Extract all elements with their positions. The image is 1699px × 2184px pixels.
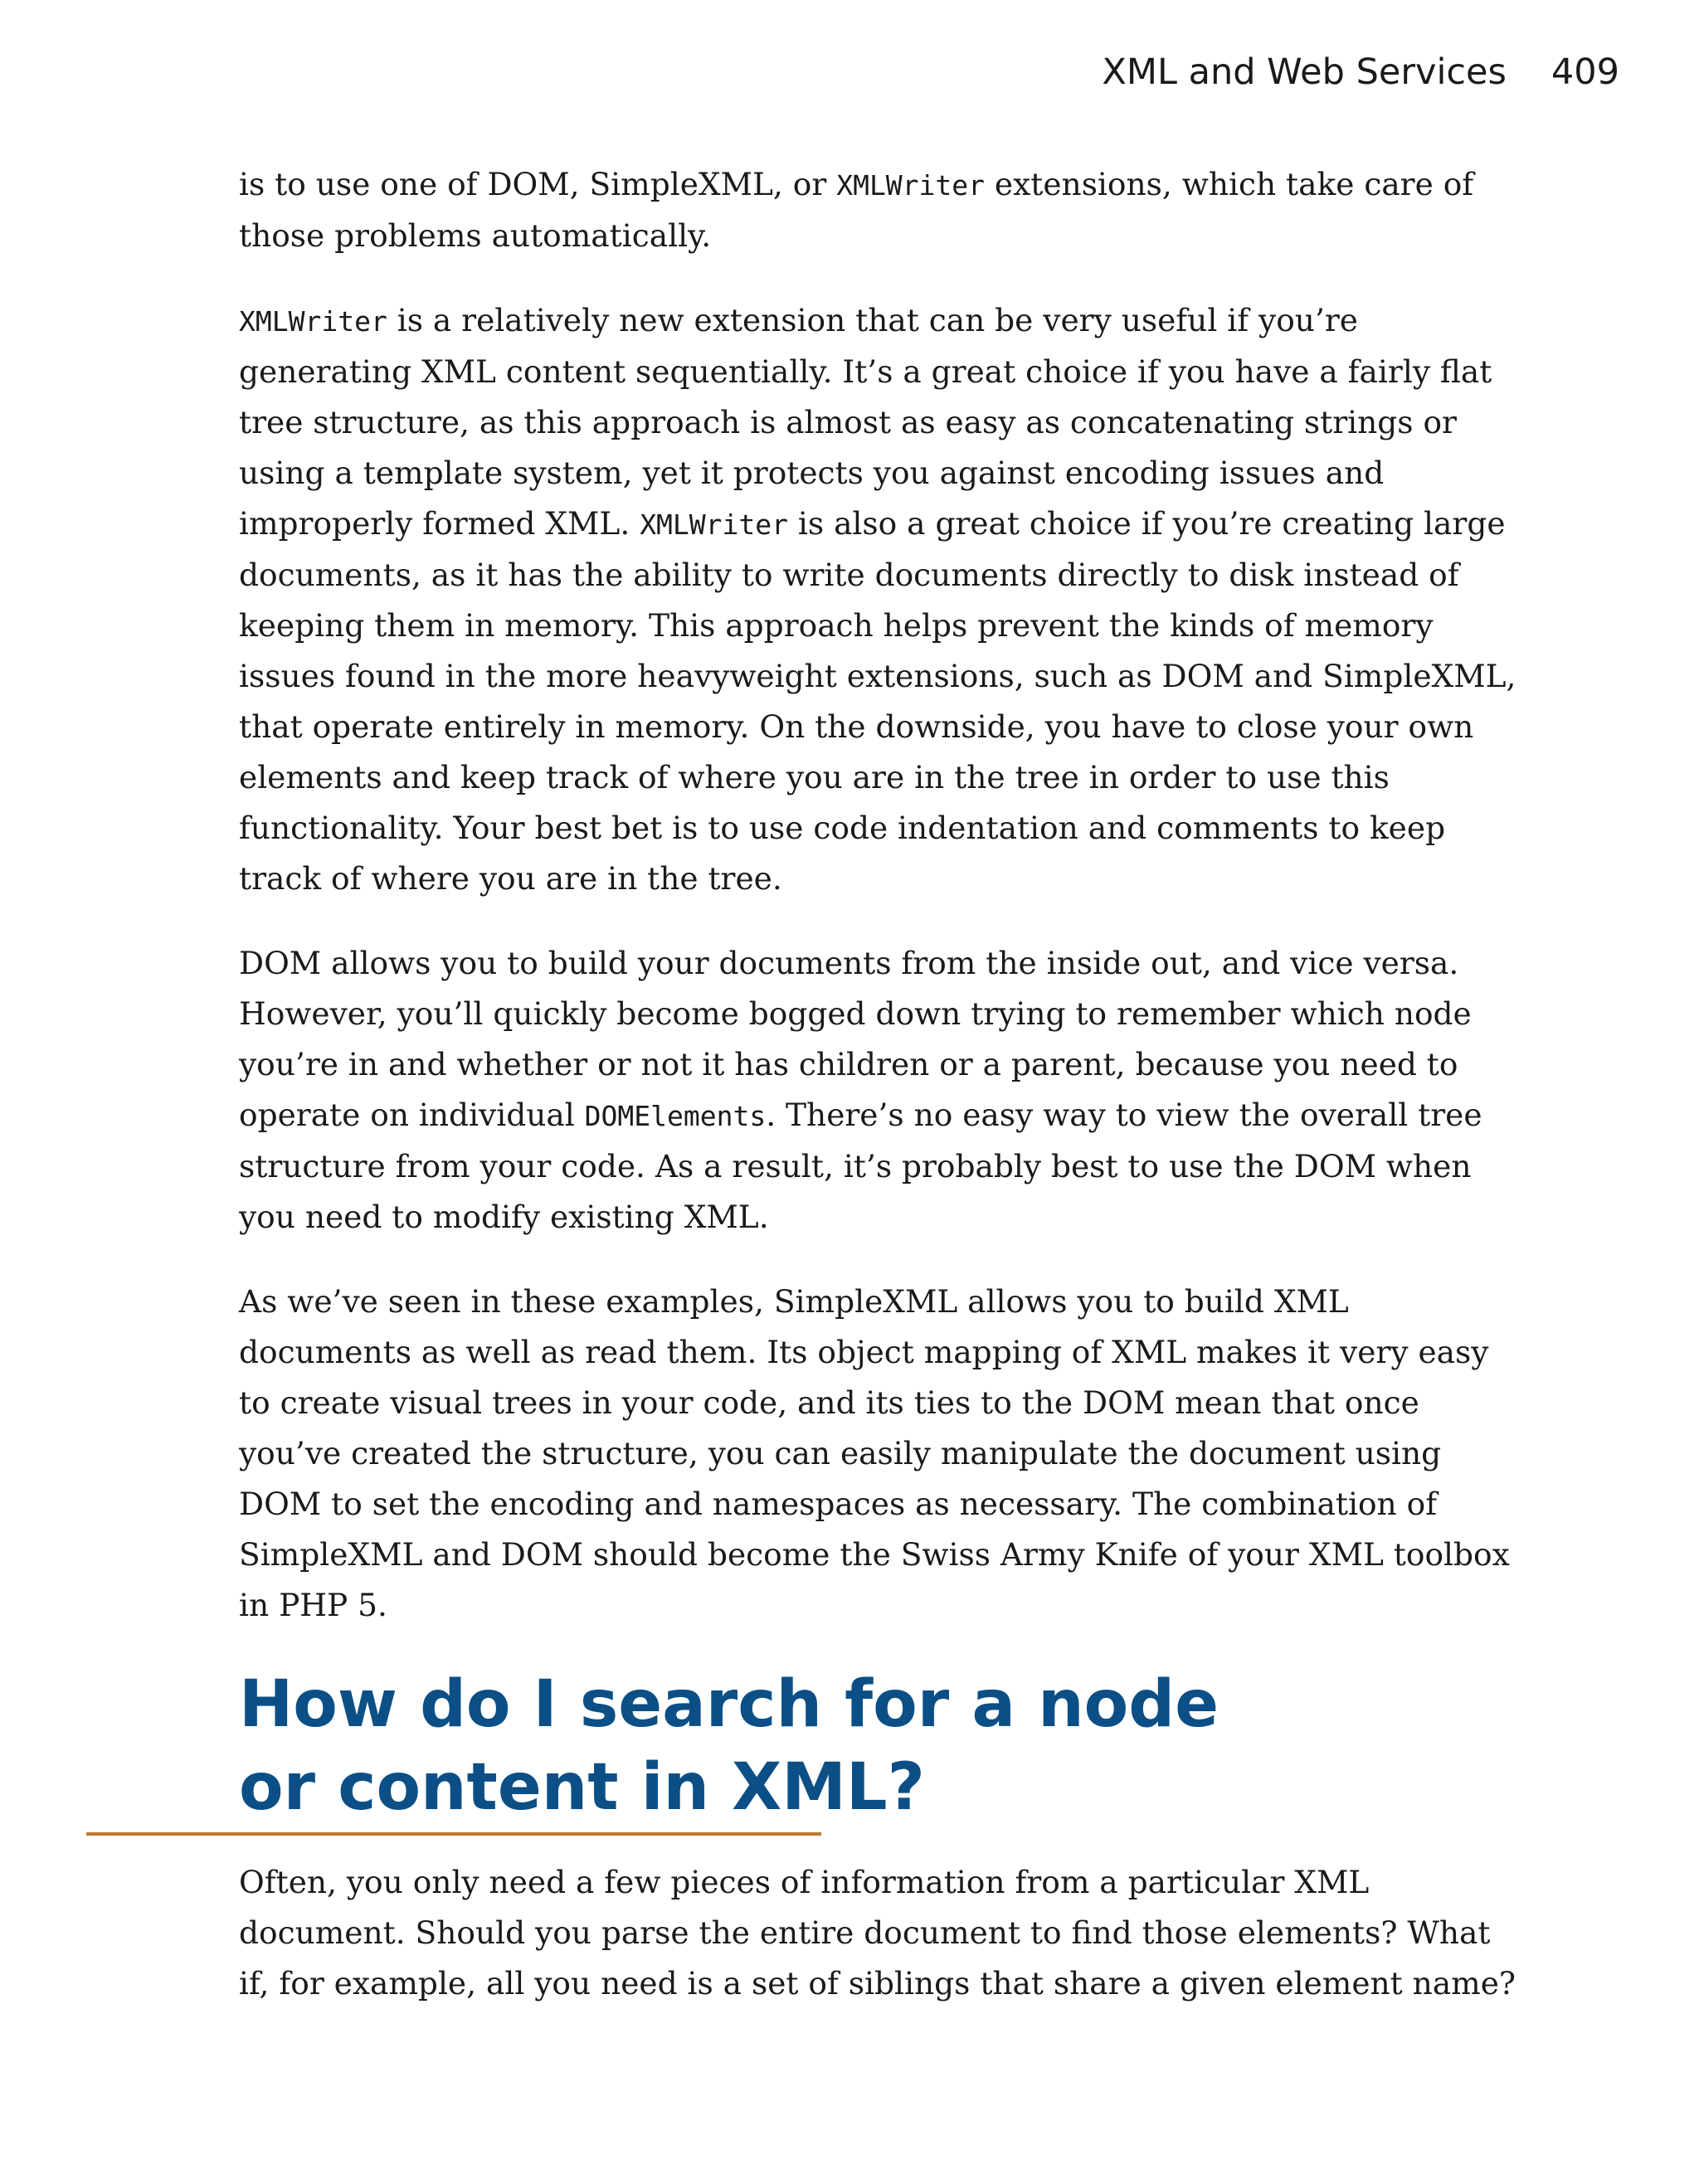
paragraph-1 [239, 159, 1516, 261]
paragraph-3 [239, 938, 1516, 1243]
paragraph-text: is also a great choice if you’re creating large documents, as it has the ability to write documents directly to disk instead of keeping them in memory. This approach helps prevent the kinds of memory issues found in the more heavyweight extensions, such as DOM and SimpleXML, that operate entirely in memory. On the downside, you have to close your own elements and keep track of where you are in the tree in order to use this functionality. Your best bet is to use code indentation and comments to keep track of where you are in the tree. [239, 505, 1516, 897]
paragraph-text: DOM allows you to build your documents from the inside out, and vice versa. However, you’ll quickly become bogged down trying to remember which node you’re in and whether or not it has children or a parent, because you need to operate on individual [239, 945, 1472, 1133]
paragraph-text: . There’s no easy way to view the overall tree structure from your code. As a result, it’s probably best to use the DOM when you need to modify existing XML. [239, 1097, 1482, 1235]
running-title: XML and Web Services [1102, 51, 1507, 93]
paragraph-text: is to use one of DOM, SimpleXML, or [239, 166, 837, 202]
inline-code: XMLWriter [239, 305, 387, 338]
inline-code: DOMElements [584, 1100, 767, 1132]
page-body [239, 159, 1516, 2043]
paragraph-2 [239, 295, 1516, 904]
running-header [1102, 51, 1619, 93]
paragraph-text: Often, you only need a few pieces of information from a particular XML document. Should you parse the entire document to find those elements? What if, for example, all you need is a set of siblings that share a given element name? [239, 1864, 1516, 2002]
inline-code: XMLWriter [836, 169, 986, 202]
section-heading-line-1: How do I search for a node [239, 1667, 1219, 1742]
heading-underline-rule [86, 1832, 821, 1836]
paragraph-text: As we’ve seen in these examples, SimpleXML allows you to build XML documents as well as read them. Its object mapping of XML makes it very easy to create visual trees in your code, and its ties to the DOM mean that once you’ve created the structure, you can easily manipulate the document using DOM to set the encoding and namespaces as necessary. The combination of SimpleXML and DOM should become the Swiss Army Knife of your XML toolbox in PHP 5. [239, 1283, 1510, 1623]
paragraph-4 [239, 1277, 1516, 1631]
paragraph-5 [239, 1857, 1516, 2009]
section-heading-line-2: or content in XML? [239, 1750, 925, 1825]
paragraph-text: extensions, which take care of those problems automatically. [239, 166, 1474, 254]
section-heading-block [239, 1663, 1516, 1829]
inline-code: XMLWriter [640, 508, 788, 541]
section-heading [239, 1663, 1516, 1829]
paragraph-text: is a relatively new extension that can be very useful if you’re generating XML content sequentially. It’s a great choice if you have a fairly flat tree structure, as this approach is almost as easy as concatenating strings or using a template system, yet it protects you against encoding issues and improperly formed XML. [239, 302, 1492, 542]
page-number: 409 [1551, 51, 1619, 93]
